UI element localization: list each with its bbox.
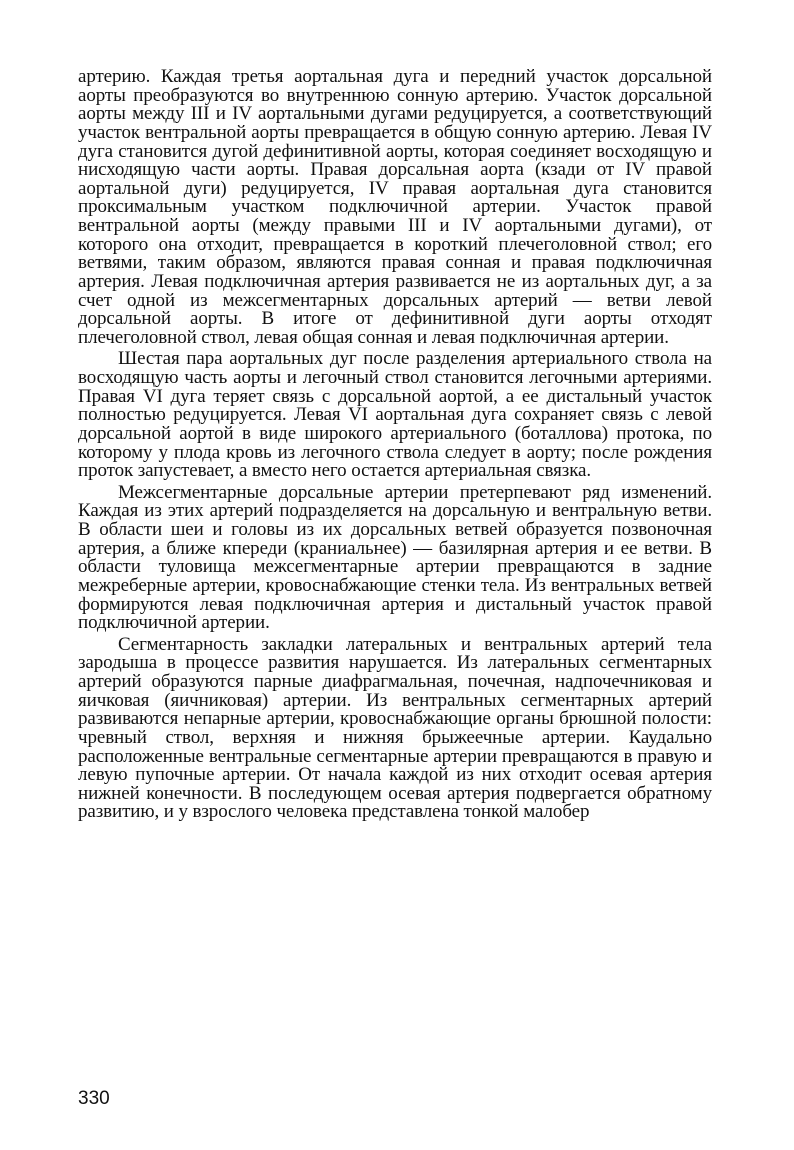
page-number: 330 xyxy=(78,1088,110,1109)
paragraph-aortic-arches: артерию. Каждая третья аортальная дуга и передний участок дорсальной аорты преобразуются во внутреннюю сонную артерию. Участок дорсальной аорты между III и IV аортальными дугами редуцируется, а соответствующий участок вентральной аорты превращается в общую сонную артерию. Левая IV дуга становится дугой дефинитивной аорты, которая соединяет восходящую и нисходящую части аорты. Правая дорсальная аорта (кзади от IV правой аортальной дуги) редуцируется, IV правая аортальная дуга становится проксимальным участком подключичной артерии. Участок правой вентральной аорты (между правыми III и IV аортальными дугами), от которого она отходит, превращается в короткий плечеголовной ствол; его ветвями, таким образом, являются правая сонная и правая подключичная артерия. Левая подключичная артерия развивается не из аортальных дуг, а за счет одной из межсегментарных дорсальных артерий — ветви левой дорсальной аорты. В итоге от дефинитивной дуги аорты отходят плечеголовной ствол, левая общая сонная и левая подключичная артерии. xyxy=(78,66,712,348)
paragraph-segmental-arteries: Сегментарность закладки латеральных и вентральных артерий тела зародыша в процессе развития нарушается. Из латеральных сегментарных артерий образуются парные диафрагмальная, почечная, надпочечниковая и яичковая (яичниковая) артерии. Из вентральных сегментарных артерий развиваются непарные артерии, кровоснабжающие органы брюшной полости: чревный ствол, верхняя и нижняя брыжеечные артерии. Каудально расположенные вентральные сегментарные артерии превращаются в правую и левую пупочные артерии. От начала каждой из них отходит осевая артерия нижней конечности. В последующем осевая артерия подвергается обратному развитию, и у взрослого человека представлена тонкой малобер xyxy=(78,633,712,823)
paragraph-intersegmental-arteries: Межсегментарные дорсальные артерии претерпевают ряд изменений. Каждая из этих артерий подразделяется на дорсальную и вентральную ветви. В области шеи и головы из их дорсальных ветвей образуется позвоночная артерия, а ближе кпереди (краниальнее) — базилярная артерия и ее ветви. В области туловища межсегментарные артерии превращаются в задние межреберные артерии, кровоснабжающие стенки тела. Из вентральных ветвей формируются левая подключичная артерия и дистальный участок правой подключичной артерии. xyxy=(78,481,712,634)
paragraph-sixth-arch: Шестая пара аортальных дуг после разделения артериального ствола на восходящую часть аорты и легочный ствол становится легочными артериями. Правая VI дуга теряет связь с дорсальной аортой, а ее дистальный участок полностью редуцируется. Левая VI аортальная дуга сохраняет связь с левой дорсальной аортой в виде широкого артериального (боталлова) протока, по которому у плода кровь из легочного ствола следует в аорту; после рождения проток запустевает, а вместо него остается артериальная связка. xyxy=(78,348,712,482)
page-body xyxy=(78,60,712,822)
